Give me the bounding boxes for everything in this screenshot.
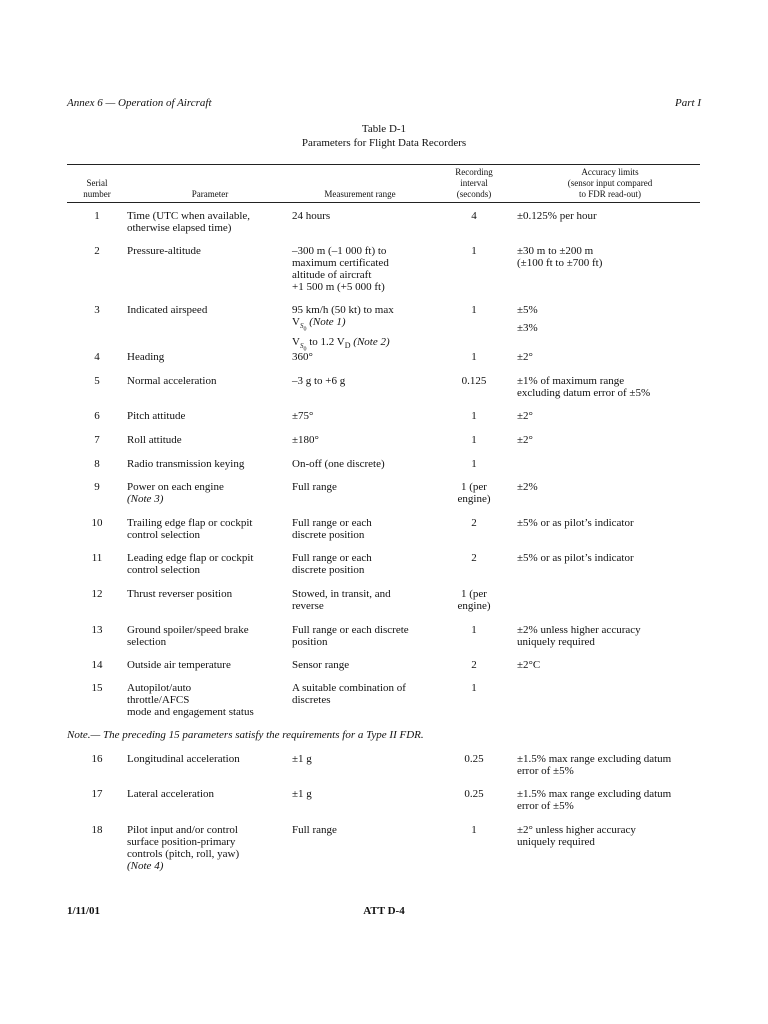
row-number: 16 [91, 753, 103, 765]
row-interval: 1 [471, 410, 477, 422]
row-parameter: Time (UTC when available, otherwise elapsed time) [127, 210, 251, 234]
row-range: –3 g to +6 g [292, 375, 346, 387]
row-range: On-off (one discrete) [292, 458, 385, 470]
row-accuracy: ±2° unless higher accuracy uniquely required [517, 824, 636, 848]
row-number: 7 [94, 434, 100, 446]
row-interval: 1 [471, 434, 477, 446]
row-number: 15 [91, 682, 103, 694]
row-interval: 1 (per engine) [457, 588, 491, 612]
row-accuracy: ±2% [517, 481, 538, 493]
row-range: –300 m (–1 000 ft) to maximum certificated altitude of aircraft +1 500 m (+5 000 ft) [292, 245, 389, 293]
row-interval: 1 [471, 824, 477, 836]
row-range: Full range or each discrete position [292, 517, 372, 541]
row-number: 18 [91, 824, 103, 836]
row-range: ±1 g [292, 788, 312, 800]
row-interval: 1 [471, 245, 477, 257]
row-accuracy: ±5% ±3% [517, 304, 538, 334]
row-accuracy: ±1.5% max range excluding datum error of ±5% [517, 788, 672, 812]
running-header-part: Part I [675, 97, 701, 109]
row-interval: 0.25 [464, 753, 484, 765]
row-accuracy: ±5% or as pilot’s indicator [517, 517, 634, 529]
row-parameter: Ground spoiler/speed brake selection [127, 624, 249, 648]
row-parameter: Roll attitude [127, 434, 182, 446]
row-parameter: Pitch attitude [127, 410, 186, 422]
footer-page-number: ATT D-4 [363, 905, 405, 917]
row-range: Full range or each discrete position [292, 552, 372, 576]
row-accuracy: ±2° [517, 351, 533, 363]
table-number: Table D-1 [361, 123, 407, 135]
col-header-interval: Recording interval (seconds) [455, 167, 493, 199]
row-number: 6 [94, 410, 100, 422]
row-accuracy: ±0.125% per hour [517, 210, 597, 222]
row-interval: 1 [471, 351, 477, 363]
row-interval: 1 [471, 458, 477, 470]
row-interval: 4 [471, 210, 477, 222]
row-number: 17 [91, 788, 103, 800]
row-number: 4 [94, 351, 100, 363]
table-header-rule [67, 202, 700, 203]
row-parameter: Indicated airspeed [127, 304, 208, 316]
row-number: 13 [91, 624, 103, 636]
running-header-title: Annex 6 — Operation of Aircraft [67, 97, 212, 109]
row-range: Sensor range [292, 659, 350, 671]
row-parameter: Lateral acceleration [127, 788, 215, 800]
row-range: 360° [292, 351, 313, 363]
row-interval: 1 [471, 682, 477, 694]
row-parameter: Normal acceleration [127, 375, 217, 387]
row-number: 10 [91, 517, 103, 529]
row-number: 11 [91, 552, 103, 564]
row-number: 3 [94, 304, 100, 316]
row-accuracy: ±5% or as pilot’s indicator [517, 552, 634, 564]
row-accuracy: ±30 m to ±200 m (±100 ft to ±700 ft) [517, 245, 603, 269]
row-range: ±1 g [292, 753, 312, 765]
row-accuracy: ±2° [517, 434, 533, 446]
col-header-accuracy: Accuracy limits (sensor input compared to FDR read-out) [567, 167, 653, 199]
table-title: Parameters for Flight Data Recorders [301, 137, 467, 149]
footer-date: 1/11/01 [67, 905, 101, 917]
row-number: 14 [91, 659, 103, 671]
row-range: 24 hours [292, 210, 331, 222]
row-accuracy: ±1.5% max range excluding datum error of ±5% [517, 753, 672, 777]
row-number: 8 [94, 458, 100, 470]
table-top-rule [67, 164, 700, 165]
row-range: 95 km/h (50 kt) to max $V_{S_0}$ (Note 1) $V_{S_0}$ to 1.2 $V_D$ (Note 2) [292, 304, 394, 353]
row-number: 12 [91, 588, 103, 600]
row-range: Full range [292, 481, 337, 493]
row-parameter: Leading edge flap or cockpit control selection [127, 552, 254, 576]
row-interval: 2 [471, 552, 477, 564]
row-range: Full range [292, 824, 337, 836]
row-parameter: Thrust reverser position [127, 588, 233, 600]
table-note: Note.— The preceding 15 parameters satisfy the requirements for a Type II FDR. [67, 729, 424, 741]
row-parameter: Radio transmission keying [127, 458, 245, 470]
row-range: Stowed, in transit, and reverse [292, 588, 391, 612]
col-header-serial: Serial number [83, 178, 111, 199]
row-parameter: Autopilot/auto throttle/AFCS mode and engagement status [127, 682, 254, 718]
row-parameter: Trailing edge flap or cockpit control selection [127, 517, 253, 541]
row-accuracy: ±2% unless higher accuracy uniquely required [517, 624, 641, 648]
row-parameter: Heading [127, 351, 165, 363]
row-number: 9 [94, 481, 100, 493]
row-interval: 2 [471, 517, 477, 529]
row-parameter: Pilot input and/or control surface position-primary controls (pitch, roll, yaw) (Note 4) [127, 824, 240, 872]
col-header-parameter: Parameter [191, 189, 229, 199]
row-parameter: Outside air temperature [127, 659, 231, 671]
row-accuracy: ±1% of maximum range excluding datum error of ±5% [517, 375, 651, 399]
row-range: Full range or each discrete position [292, 624, 409, 648]
row-interval: 2 [471, 659, 477, 671]
row-range: ±180° [292, 434, 319, 446]
row-interval: 0.25 [464, 788, 484, 800]
row-interval: 1 (per engine) [457, 481, 491, 505]
row-interval: 1 [471, 624, 477, 636]
row-accuracy: ±2°C [517, 659, 541, 671]
row-parameter: Longitudinal acceleration [127, 753, 240, 765]
row-accuracy: ±2° [517, 410, 533, 422]
row-parameter: Pressure-altitude [127, 245, 201, 257]
col-header-range: Measurement range [324, 189, 396, 199]
row-parameter: Power on each engine (Note 3) [127, 481, 224, 505]
row-interval: 0.125 [461, 375, 487, 387]
row-number: 5 [94, 375, 100, 387]
row-range: ±75° [292, 410, 314, 422]
row-interval: 1 [471, 304, 477, 316]
row-number: 2 [94, 245, 100, 257]
row-number: 1 [94, 210, 100, 222]
row-range: A suitable combination of discretes [292, 682, 406, 706]
